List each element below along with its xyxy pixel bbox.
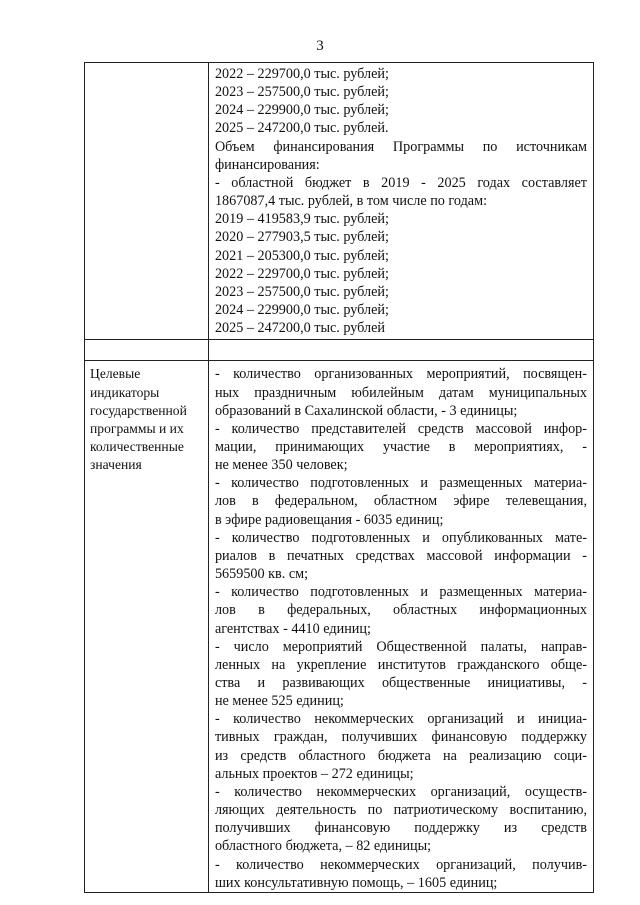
- text-line: 2025 – 247200,0 тыс. рублей: [214, 320, 386, 337]
- text-line: лов в федеральных, областных информационных: [214, 602, 587, 619]
- text-line: 2024 – 229900,0 тыс. рублей;: [214, 102, 389, 119]
- label-line: индикаторы: [90, 384, 160, 400]
- indicators-text: [209, 361, 593, 892]
- text-line: не менее 525 единиц;: [214, 693, 344, 710]
- text-line: в эфире радиовещания - 6035 единиц;: [214, 511, 444, 528]
- label-line: программы и их: [90, 420, 184, 436]
- text-line: тивных граждан, получивших финансовую поддержку: [214, 729, 587, 746]
- financing-label-cell: [85, 63, 209, 340]
- text-line: 2025 – 247200,0 тыс. рублей.: [214, 120, 389, 137]
- text-line: - количество подготовленных и размещенных материа-: [214, 475, 587, 492]
- text-line: - количество подготовленных и размещенных материа-: [214, 584, 587, 601]
- text-line: 2023 – 257500,0 тыс. рублей;: [214, 283, 389, 300]
- text-line: образований в Сахалинской области, - 3 единицы;: [214, 402, 518, 419]
- text-line: ства и развивающих общественные инициативы, -: [214, 675, 587, 691]
- text-line: областного бюджета, – 82 единицы;: [214, 838, 432, 855]
- financing-text: [209, 63, 593, 339]
- text-line: 5659500 кв. см;: [214, 566, 309, 583]
- indicators-row: [85, 361, 594, 893]
- label-line: Целевые: [90, 366, 141, 382]
- text-line: риалов в печатных средствах массовой информации -: [214, 547, 587, 564]
- text-line: - количество некоммерческих организаций, получив-: [214, 856, 587, 873]
- text-line: Объем финансирования Программы по источникам: [214, 138, 587, 155]
- text-line: ляющих деятельность по патриотическому воспитанию,: [214, 802, 587, 819]
- indicators-label-cell: [85, 361, 209, 893]
- text-line: - областной бюджет в 2019 - 2025 годах составляет: [214, 174, 587, 191]
- indicators-label: [85, 361, 208, 474]
- text-line: агентствах - 4410 единиц;: [214, 620, 371, 637]
- spacer-right-cell: [208, 340, 593, 361]
- indicators-content-cell: [208, 361, 593, 893]
- text-line: 2022 – 229700,0 тыс. рублей;: [214, 66, 389, 82]
- text-line: - число мероприятий Общественной палаты, направ-: [214, 638, 587, 655]
- text-line: 2019 – 419583,9 тыс. рублей;: [214, 211, 389, 228]
- text-line: - количество некоммерческих организаций, осуществ-: [214, 783, 587, 800]
- text-line: ных праздничным юбилейным датам муниципальных: [214, 384, 587, 401]
- text-line: альных проектов – 272 единицы;: [214, 765, 414, 782]
- text-line: 2021 – 205300,0 тыс. рублей;: [214, 247, 389, 264]
- label-line: количественные: [90, 438, 184, 454]
- page-number: 3: [316, 38, 324, 54]
- financing-row: [85, 63, 594, 340]
- financing-content-cell: [208, 63, 593, 340]
- spacer-row: [85, 340, 594, 361]
- text-line: 1867087,4 тыс. рублей, в том числе по годам:: [214, 193, 488, 210]
- label-line: государственной: [90, 402, 187, 418]
- text-line: мации, принимающих участие в мероприятиях, -: [214, 438, 587, 455]
- text-line: - количество организованных мероприятий, посвящен-: [214, 366, 587, 383]
- text-line: 2020 – 277903,5 тыс. рублей;: [214, 229, 389, 246]
- text-line: - количество подготовленных и опубликованных мате-: [214, 529, 587, 546]
- text-line: 2024 – 229900,0 тыс. рублей;: [214, 302, 389, 319]
- text-line: лов в федеральном, областном эфире телевещания,: [214, 493, 587, 510]
- text-line: - количество представителей средств массовой инфор-: [214, 420, 587, 437]
- text-line: получивших финансовую поддержку из средств: [214, 820, 587, 837]
- text-line: - количество некоммерческих организаций и инициа-: [214, 711, 587, 728]
- text-line: 2022 – 229700,0 тыс. рублей;: [214, 265, 389, 282]
- text-line: ленных на укрепление институтов гражданского обще-: [214, 656, 587, 673]
- spacer-left-cell: [85, 340, 209, 361]
- text-line: финансирования:: [214, 156, 320, 173]
- text-line: ших консультативную помощь, – 1605 единиц;: [214, 874, 498, 891]
- passport-table: [84, 62, 594, 893]
- label-line: значения: [90, 457, 142, 473]
- text-line: не менее 350 человек;: [214, 457, 348, 474]
- text-line: из средств областного бюджета на реализацию соци-: [214, 747, 587, 764]
- text-line: 2023 – 257500,0 тыс. рублей;: [214, 84, 389, 101]
